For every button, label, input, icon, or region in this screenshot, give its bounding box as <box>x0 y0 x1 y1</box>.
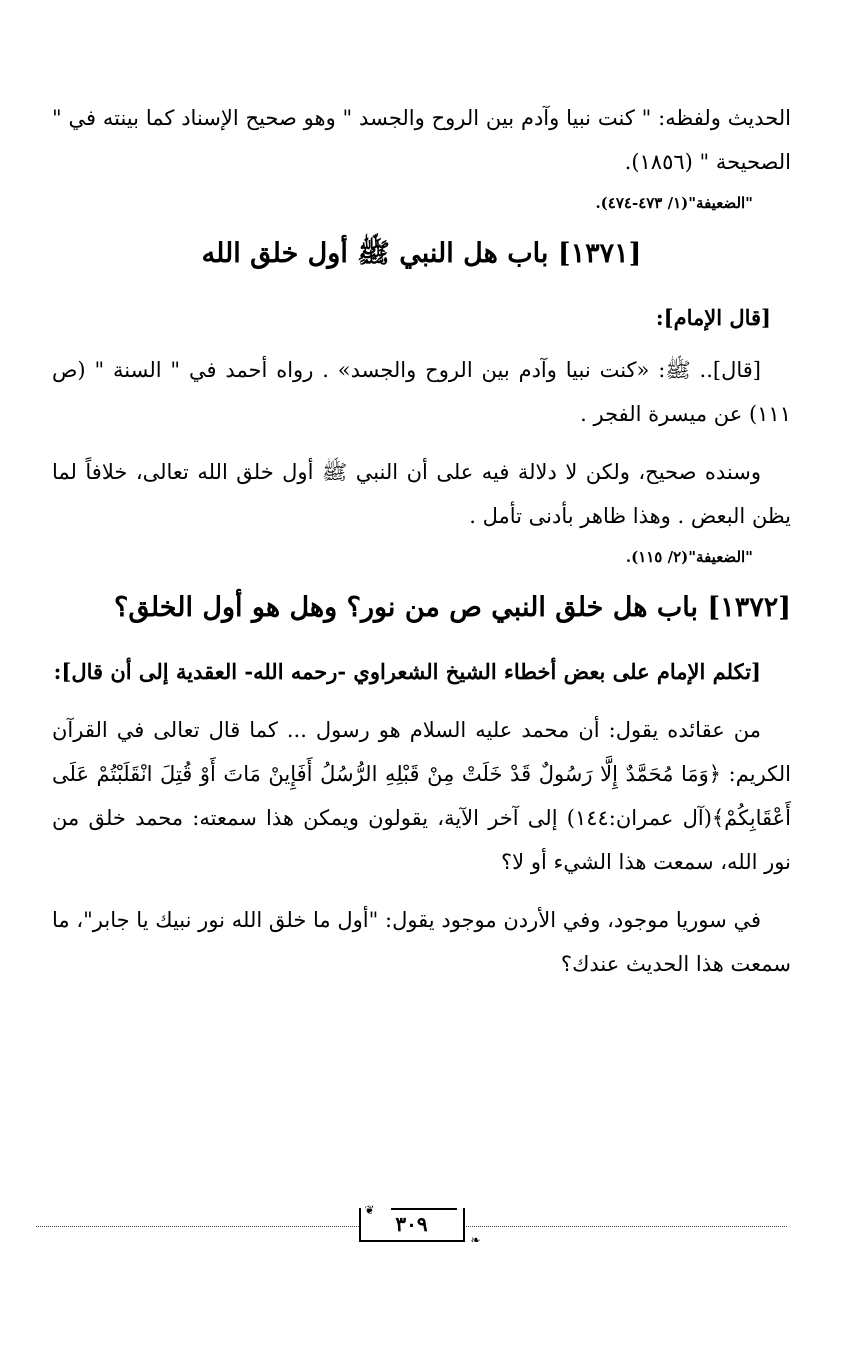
paragraph-jabir-hadith: في سوريا موجود، وفي الأردن موجود يقول: "أول ما خلق الله نور نبيك يا جابر"، ما سمعت هذا الحديث عندك؟ <box>52 908 791 976</box>
page-number: ٣٠٩ <box>395 1212 428 1236</box>
ornament-icon: ❦ <box>364 1203 375 1217</box>
paragraph-hadith-wording: الحديث ولفظه: " كنت نبيا وآدم بين الروح والجسد " وهو صحيح الإسناد كما بينته في " الصحيحة " (١٨٥٦). <box>52 106 791 174</box>
section-heading-1372: [١٣٧٢] باب هل خلق النبي ص من نور؟ وهل هو أول الخلق؟ <box>114 592 791 623</box>
reference-daeefa-1: "الضعيفة"(١/ ٤٧٣-٤٧٤). <box>595 194 753 212</box>
paragraph-shaarawi-intro: [تكلم الإمام على بعض أخطاء الشيخ الشعراوي -رحمه الله- العقدية إلى أن قال]: <box>53 659 761 684</box>
page-footer <box>36 1203 787 1247</box>
reference-daeefa-2: "الضعيفة"(٢/ ١١٥). <box>625 548 753 566</box>
paragraph-ahmad-narration: [قال].. ﷺ: «كنت نبيا وآدم بين الروح والجسد» . رواه أحمد في " السنة " (ص ١١١) عن ميسرة الفجر . <box>52 358 791 426</box>
paragraph-quran-verse: من عقائده يقول: أن محمد عليه السلام هو رسول ... كما قال تعالى في القرآن الكريم: ﴿وَمَا مُحَمَّدٌ إِلَّا رَسُولٌ قَدْ خَلَتْ مِنْ قَبْلِهِ الرُّسُلُ أَفَإِينْ مَاتَ أَوْ قُتِلَ انْقَلَبْتُمْ عَلَى أَعْقَابِكُمْ﴾(آل عمران:١٤٤) إلى آخر الآية، يقولون ويمكن هذا سمعته: محمد خلق من نور الله، سمعت هذا الشيء أو لا؟ <box>52 718 791 874</box>
imam-said-label: [قال الإمام]: <box>655 305 771 330</box>
ornament-icon: ❧ <box>470 1233 481 1247</box>
paragraph-sanad-comment: وسنده صحيح، ولكن لا دلالة فيه على أن النبي ﷺ أول خلق الله تعالى، خلافاً لما يظن البعض . وهذا ظاهر بأدنى تأمل . <box>52 460 791 528</box>
page-number-frame <box>359 1203 481 1247</box>
section-heading-1371: [١٣٧١] باب هل النبي ﷺ أول خلق الله <box>201 238 642 269</box>
